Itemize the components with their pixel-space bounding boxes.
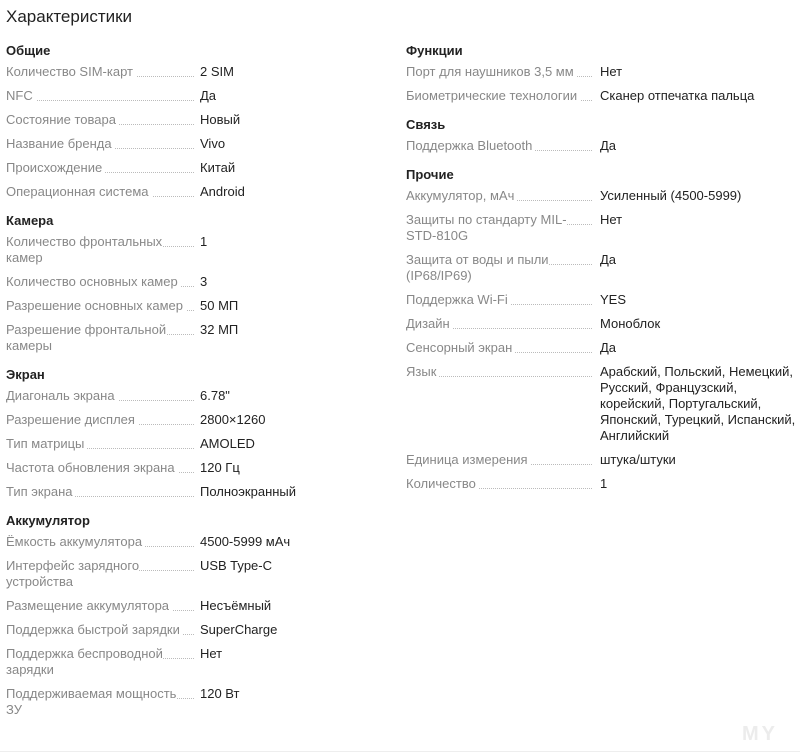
spec-row <box>6 112 388 128</box>
spec-key-label: NFC <box>6 88 36 103</box>
spec-row <box>406 252 796 284</box>
spec-group-title: Прочие <box>406 167 454 182</box>
spec-row <box>6 160 388 176</box>
spec-group <box>406 42 796 104</box>
spec-key <box>406 316 592 332</box>
spec-key <box>406 64 592 80</box>
spec-row <box>406 188 796 204</box>
spec-key <box>6 298 194 314</box>
spec-value: AMOLED <box>200 436 255 451</box>
spec-key <box>6 436 194 452</box>
spec-value: 6.78" <box>200 388 230 403</box>
spec-row <box>6 686 388 718</box>
spec-key-label: Интерфейс зарядного устройства <box>6 558 140 589</box>
spec-key-label: Количество SIM-карт <box>6 64 136 79</box>
spec-key-label: Поддержка Bluetooth <box>406 138 535 153</box>
spec-key <box>406 252 592 284</box>
spec-group-title: Экран <box>6 367 45 382</box>
spec-key <box>6 558 194 590</box>
spec-key <box>6 460 194 476</box>
spec-value: 4500-5999 мАч <box>200 534 291 549</box>
spec-key <box>6 184 194 200</box>
spec-key-label: Разрешение основных камер <box>6 298 186 313</box>
spec-row <box>6 534 388 550</box>
specs-right-column <box>406 30 796 500</box>
spec-value: Несъёмный <box>200 598 272 613</box>
spec-value: Нет <box>200 646 223 661</box>
spec-key <box>6 412 194 428</box>
spec-row <box>6 274 388 290</box>
spec-row <box>6 64 388 80</box>
spec-value: штука/штуки <box>600 452 676 467</box>
spec-key <box>6 322 194 354</box>
specs-left-column <box>6 30 388 726</box>
spec-row <box>6 388 388 404</box>
spec-key <box>6 686 194 718</box>
spec-group-title: Связь <box>406 117 446 132</box>
spec-group-title: Камера <box>6 213 54 228</box>
spec-row <box>406 452 796 468</box>
spec-key <box>406 88 592 104</box>
spec-key <box>6 64 194 80</box>
spec-group <box>406 166 796 492</box>
spec-group-title: Общие <box>6 43 51 58</box>
spec-key-label: Тип экрана <box>6 484 75 499</box>
spec-row <box>6 646 388 678</box>
spec-value: 120 Гц <box>200 460 240 475</box>
spec-key <box>6 274 194 290</box>
spec-key-label: Диагональ экрана <box>6 388 118 403</box>
spec-key <box>406 138 592 154</box>
spec-key-label: Количество основных камер <box>6 274 181 289</box>
spec-value: Vivo <box>200 136 226 151</box>
spec-group <box>6 212 388 354</box>
spec-key-label: Защита от воды и пыли (IP68/IP69) <box>406 252 549 283</box>
spec-value: 1 <box>600 476 608 491</box>
spec-key-label: Операционная система <box>6 184 152 199</box>
spec-value: Новый <box>200 112 241 127</box>
spec-value: 32 МП <box>200 322 239 337</box>
spec-row <box>6 184 388 200</box>
spec-value: 50 МП <box>200 298 239 313</box>
spec-key-label: Происхождение <box>6 160 105 175</box>
page-title: Характеристики <box>6 7 133 26</box>
spec-key-label: Аккумулятор, мАч <box>406 188 517 203</box>
spec-value: Китай <box>200 160 236 175</box>
spec-row <box>406 292 796 308</box>
spec-row <box>406 64 796 80</box>
spec-row <box>6 234 388 266</box>
spec-key-label: Порт для наушников 3,5 мм <box>406 64 577 79</box>
spec-row <box>406 138 796 154</box>
bottom-divider <box>0 751 800 752</box>
spec-key <box>406 212 592 244</box>
spec-row <box>6 88 388 104</box>
spec-key <box>406 292 592 308</box>
spec-key-label: Название бренда <box>6 136 115 151</box>
spec-key-label: Поддерживаемая мощность ЗУ <box>6 686 177 717</box>
spec-key <box>6 622 194 638</box>
spec-row <box>6 558 388 590</box>
spec-key-label: Язык <box>406 364 439 379</box>
spec-value: 2800×1260 <box>200 412 266 427</box>
spec-value: Арабский, Польский, Немецкий, Русский, Французский, корейский, Португальский, Японский, Турецкий, Испанский, Английский <box>600 364 796 443</box>
spec-key-label: Защиты по стандарту MIL-STD-810G <box>406 212 567 243</box>
spec-key <box>6 234 194 266</box>
spec-value: Полноэкранный <box>200 484 297 499</box>
spec-key <box>6 388 194 404</box>
spec-value: YES <box>600 292 627 307</box>
spec-value: Да <box>200 88 217 103</box>
spec-key <box>6 160 194 176</box>
spec-key-label: Количество <box>406 476 479 491</box>
spec-key-label: Частота обновления экрана <box>6 460 178 475</box>
spec-row <box>406 88 796 104</box>
watermark: MY <box>742 723 778 745</box>
spec-key-label: Поддержка Wi-Fi <box>406 292 511 307</box>
spec-group-title: Функции <box>406 43 463 58</box>
spec-key <box>6 112 194 128</box>
spec-value: Android <box>200 184 245 199</box>
spec-key <box>406 364 592 380</box>
spec-key <box>406 188 592 204</box>
spec-row <box>406 364 796 444</box>
spec-key-label: Разрешение фронтальной камеры <box>6 322 167 353</box>
spec-key-label: Количество фронтальных камер <box>6 234 163 265</box>
spec-row <box>6 460 388 476</box>
spec-group <box>406 116 796 154</box>
spec-row <box>406 316 796 332</box>
spec-row <box>6 298 388 314</box>
spec-group <box>6 512 388 718</box>
spec-value: SuperCharge <box>200 622 278 637</box>
spec-key <box>406 476 592 492</box>
spec-key <box>6 534 194 550</box>
spec-key-label: Сенсорный экран <box>406 340 515 355</box>
spec-key-label: Ёмкость аккумулятора <box>6 534 145 549</box>
spec-row <box>406 476 796 492</box>
spec-value: USB Type-C <box>200 558 273 573</box>
spec-row <box>6 484 388 500</box>
spec-row <box>6 598 388 614</box>
spec-value: 1 <box>200 234 208 249</box>
spec-key <box>6 598 194 614</box>
spec-key <box>6 646 194 678</box>
spec-value: Нет <box>600 64 623 79</box>
spec-key-label: Дизайн <box>406 316 453 331</box>
spec-key-label: Единица измерения <box>406 452 531 467</box>
spec-key-label: Поддержка быстрой зарядки <box>6 622 183 637</box>
spec-row <box>406 212 796 244</box>
spec-value: 120 Вт <box>200 686 240 701</box>
spec-key-label: Тип матрицы <box>6 436 87 451</box>
spec-group-title: Аккумулятор <box>6 513 90 528</box>
spec-row <box>6 322 388 354</box>
spec-value: Сканер отпечатка пальца <box>600 88 755 103</box>
spec-key-label: Состояние товара <box>6 112 119 127</box>
spec-key-label: Разрешение дисплея <box>6 412 138 427</box>
spec-key-label: Биометрические технологии <box>406 88 580 103</box>
spec-key <box>406 340 592 356</box>
spec-group <box>6 42 388 200</box>
spec-value: Усиленный (4500-5999) <box>600 188 742 203</box>
spec-group <box>6 366 388 500</box>
spec-value: Моноблок <box>600 316 661 331</box>
spec-row <box>406 340 796 356</box>
spec-row <box>6 622 388 638</box>
spec-value: Да <box>600 252 617 267</box>
spec-row <box>6 136 388 152</box>
spec-value: 3 <box>200 274 208 289</box>
spec-key <box>6 88 194 104</box>
spec-value: 2 SIM <box>200 64 234 79</box>
spec-value: Нет <box>600 212 623 227</box>
spec-row <box>6 436 388 452</box>
spec-value: Да <box>600 340 617 355</box>
spec-key <box>6 484 194 500</box>
spec-key <box>6 136 194 152</box>
spec-key-label: Размещение аккумулятора <box>6 598 172 613</box>
spec-key <box>406 452 592 468</box>
spec-value: Да <box>600 138 617 153</box>
spec-row <box>6 412 388 428</box>
spec-key-label: Поддержка беспроводной зарядки <box>6 646 163 677</box>
